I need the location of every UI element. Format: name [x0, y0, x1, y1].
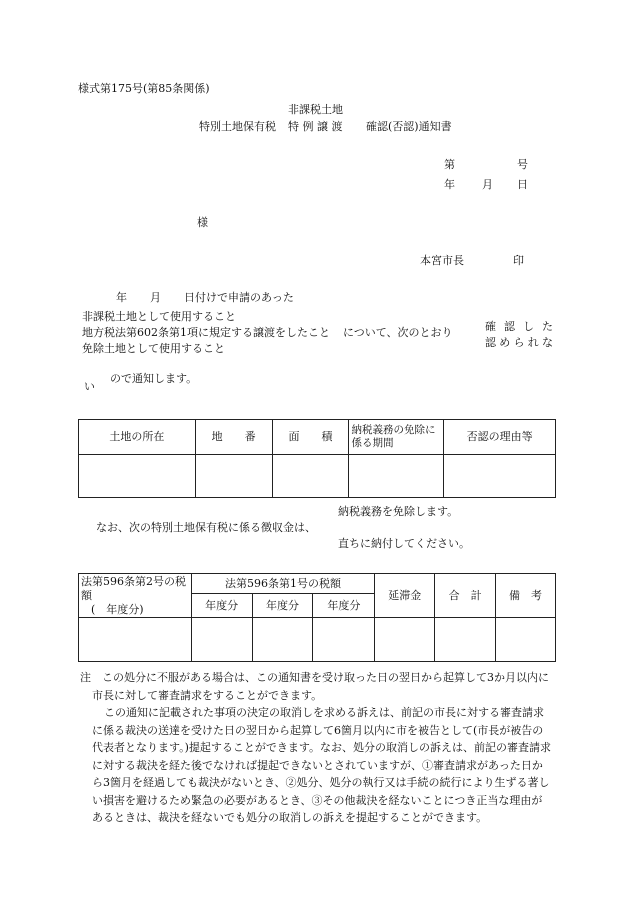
header-year-2: 年度分: [252, 594, 313, 618]
header-total: 合 計: [435, 574, 496, 618]
option-exempt-land-use: 免除土地として使用すること: [82, 342, 225, 355]
cell-denial-reason: [444, 455, 556, 498]
exempt-text: 納税義務を免除します。: [338, 505, 459, 518]
title-non-taxable-land: 非課税土地: [288, 103, 343, 116]
collection-lead: なお、次の特別土地保有税に係る徴収金は、: [96, 521, 316, 534]
cell-remarks: [496, 618, 556, 662]
header-article-596-2: [79, 574, 192, 618]
cell-year-3: [313, 618, 375, 662]
header-article-596-1-group: 法第596条第1号の税額: [191, 574, 375, 594]
notes: [80, 669, 552, 827]
header-denial-reason: 否認の理由等: [444, 420, 556, 455]
header-area: 面 積: [272, 420, 349, 455]
cell-late-fee: [375, 618, 435, 662]
header-year-3: 年度分: [313, 594, 375, 618]
option-non-taxable-use: 非課税土地として使用すること: [82, 310, 236, 323]
header-article-596-2-year: ( 年度分): [91, 602, 144, 616]
header-remarks: 備 考: [496, 574, 556, 618]
cell-exemption-period: [349, 455, 444, 498]
header-year-1: 年度分: [191, 594, 252, 618]
title-confirmation-notice: 確認(否認)通知書: [366, 120, 452, 133]
note-lawsuit: この通知に記載された事項の決定の取消しを求める訴えは、前記の市長に対する審査請求に係る裁決の送達を受けた日の翌日から起算して6箇月以内に市を被告として(市長が被告の代表者となります。)提起することができます。なお、処分の取消しの訴えは、前記の審査請求に対する裁決を経た後でなければ提起できないとされていますが、①審査請求があった日から3箇月を経過しても裁決がないとき、②処分、処分の執行又は手続の続行により生ずる著しい損害を避けるため緊急の必要があるとき、③その他裁決を経ないことにつき正当な理由があるときは、裁決を経ないでも処分の取消しの訴えを提起することができます。: [92, 706, 552, 824]
cell-year-1: [191, 618, 252, 662]
title-tax-name: 特別土地保有税: [199, 120, 276, 133]
cell-area: [272, 455, 349, 498]
doc-number-suffix: 号: [517, 158, 528, 171]
cell-year-2: [252, 618, 313, 662]
date-month-label: 月: [482, 178, 493, 191]
application-date-year: 年: [116, 291, 127, 304]
deny-choice-tail: い: [84, 380, 95, 393]
confirm-choice: 確 認 し た: [485, 320, 553, 333]
header-exemption-period: 納税義務の免除に係る期間: [349, 420, 444, 455]
option-article-602-transfer: 地方税法第602条第1項に規定する譲渡をしたこと: [82, 326, 330, 339]
title-special-transfer: 特 例 譲 渡: [288, 120, 343, 133]
date-year-label: 年: [444, 178, 455, 191]
doc-number-prefix: 第: [444, 158, 455, 171]
cell-total: [435, 618, 496, 662]
date-day-label: 日: [517, 178, 528, 191]
notice-text: ので通知します。: [110, 372, 198, 385]
header-lot-number: 地 番: [195, 420, 272, 455]
application-date-tail: 日付けで申請のあった: [184, 291, 294, 304]
cell-lot-number: [195, 455, 272, 498]
header-late-fee: 延滞金: [375, 574, 435, 618]
land-table: [78, 419, 556, 498]
issuer-name: 本宮市長: [420, 254, 464, 267]
application-date-month: 月: [150, 291, 161, 304]
header-article-596-2-title: 法第596条第2号の税額: [81, 575, 186, 602]
pay-text: 直ちに納付してください。: [338, 537, 470, 550]
issuer-seal: 印: [513, 254, 524, 267]
tax-table: [78, 573, 556, 662]
about-text: について、次のとおり: [343, 326, 453, 339]
cell-land-location: [79, 455, 196, 498]
note-appeal: 注 この処分に不服がある場合は、この通知書を受け取った日の翌日から起算して3か月以内に市長に対して審査請求をすることができます。: [80, 671, 549, 702]
cell-article-596-2: [79, 618, 192, 662]
deny-choice: 認められな: [485, 336, 553, 349]
form-number: 様式第175号(第85条関係): [78, 82, 210, 95]
recipient-honorific: 様: [197, 216, 208, 229]
header-land-location: 土地の所在: [79, 420, 196, 455]
